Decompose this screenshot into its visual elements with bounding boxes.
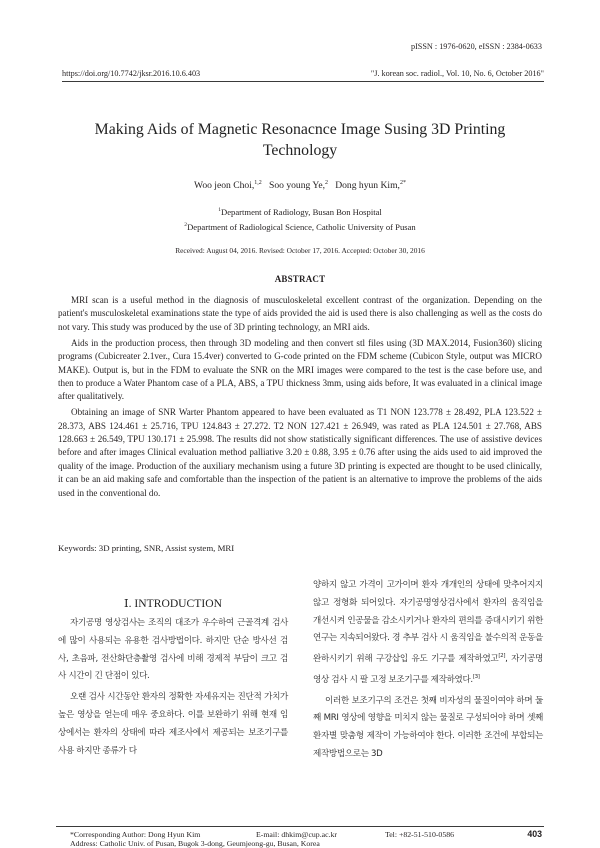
intro-right-column (313, 577, 543, 767)
doi-link[interactable]: https://doi.org/10.7742/jksr.2016.10.6.403 (62, 69, 201, 78)
intro-paragraph (313, 577, 543, 690)
author-affiliation-mark: 1,2 (254, 180, 262, 186)
author-affiliation-mark: 2* (399, 180, 406, 186)
corresponding-email[interactable]: E-mail: dhkim@cup.ac.kr (256, 830, 338, 839)
footer-rule (56, 826, 544, 827)
author-name: Woo jeon Choi, (194, 180, 255, 192)
abstract-paragraph: Aids in the production process, then through 3D modeling and then convert stl files using (3D MAX.2014, Fusion360) slicing programs (Cubicreater 2.1ver., Cura 15.4ver) converted to G-code printed on the FDM scheme (Cubicon Style, output was MICRO MAKE). Output is, but in the FDM to evaluate the SNR on the MRI images were compared to the test is the case before use, and then to produce a Water Phantom case of a PLA, ABS, a TPU thickness 3mm, using aids before, It was evaluated in a clinical image after qualitatively. (58, 337, 542, 402)
section-heading-introduction: Ⅰ. INTRODUCTION (124, 597, 222, 610)
paper-title (70, 119, 530, 161)
intro-text: 양하지 않고 가격이 고가이며 환자 개개인의 상태에 맞추어지지 않고 정형화 되어있다. 자기공명영상검사에서 환자의 움직임을 개선시켜 인공물을 감소시키거나 환자의 편의를 증대시키기 위한 연구는 지속되어왔다. 경 추부 검사 시 움직임을 불수의적 운동을 완하시키기 위해 구강삽입 유도 기구를 제작하였고 (313, 580, 543, 665)
citation-ref[interactable]: [3] (472, 673, 480, 680)
citation-ref[interactable]: [2] (498, 653, 506, 660)
author-name: Soo young Ye, (269, 180, 325, 192)
page-number: 403 (527, 829, 542, 839)
abstract-body (58, 294, 542, 503)
corresponding-tel: Tel: +82-51-510-0586 (385, 830, 455, 839)
author-name: Dong hyun Kim, (335, 180, 400, 192)
abstract-paragraph: Obtaining an image of SNR Warter Phantom appeared to have been evaluated as T1 NON 123.778 ± 28.492, PLA 123.522 ± 28.373, ABS 124.461 ± 25.716, TPU 124.843 ± 27.272. T2 NON 127.421 ± 26.949, was rated as PLA 124.501 ± 27.768, ABS 128.663 ± 26.549, TPU 130.171 ± 25.998. The results did not show statistically significant differences. The use of assistive devices before and after images Clinical evaluation method palliative 3.20 ± 0.88, 3.95 ± 0.76 after using the aids used to aid improved the quality of the image. Production of the auxiliary mechanism using a future 3D printing is expected are thought to be used clinically, it can be an aid making safe and comfortable than the inspection of the patient is an alternative to improve the problems of the aids used in the conventional do. (58, 407, 542, 498)
title-line-2: Technology (262, 142, 338, 159)
intro-paragraph: 오랜 검사 시간동안 환자의 정확한 자세유지는 진단적 가치가 높은 영상을 얻는데 매우 중요하다. 이를 보완하기 위해 현재 임상에서는 환자의 상태에 따라 제조사에서 제공되는 보조기구를 사용 하지만 종류가 다 (58, 692, 288, 756)
received-dates: Received: August 04, 2016. Revised: October 17, 2016. Accepted: October 30, 2016 (175, 246, 425, 255)
affiliation-2 (60, 222, 540, 232)
affiliation-text: Department of Radiological Science, Catholic University of Pusan (187, 222, 416, 232)
issn-line: pISSN : 1976-0620, eISSN : 2384-0633 (410, 42, 542, 51)
keywords: Keywords: 3D printing, SNR, Assist system, MRI (58, 543, 235, 553)
intro-text: , 자기공명영상 검사 시 팔 고정 보조기구를 제작하였다. (313, 654, 543, 685)
abstract-paragraph: MRI scan is a useful method in the diagnosis of musculoskeletal excellent contrast of the organization. Depending on the patient's musculoskeletal examinations state the type of aids provided the aid is used there is also challenging as well as the costs do not vary. This study was produced by the use of 3D printing technology, an MRI aids. (58, 295, 542, 332)
author-affiliation-mark: 2 (324, 180, 328, 186)
author-list (60, 180, 540, 191)
corresponding-address: Address: Catholic Univ. of Pusan, Bugok 3-dong, Geumjeong-gu, Busan, Korea (70, 839, 320, 848)
header-rule (62, 81, 544, 82)
intro-paragraph: 이러한 보조기구의 조건은 첫째 비자성의 물질이여야 하며 둘째 MRI 영상에 영향을 미치지 않는 물질로 구성되어야 하며 셋째 환자별 맞춤형 제작이 가능하여야 한다. 이러한 조건에 부합되는 제작방법으로는 3D (313, 695, 543, 759)
corresponding-author: *Corresponding Author: Dong Hyun Kim (70, 830, 201, 839)
affiliation-mark: 1 (218, 207, 221, 214)
affiliation-1 (60, 207, 540, 217)
intro-paragraph: 자기공명 영상검사는 조직의 대조가 우수하여 근골격계 검사에 많이 사용되는 유용한 검사방법이다. 하지만 단순 방사선 검사, 초음파, 전산화단층촬영 검사에 비해 경제적 부담이 크고 검사 시간이 긴 단점이 있다. (58, 618, 288, 682)
affiliation-mark: 2 (184, 222, 188, 229)
intro-left-column (58, 615, 288, 763)
affiliation-text: Department of Radiology, Busan Bon Hospital (221, 207, 382, 217)
journal-citation: "J. korean soc. radiol., Vol. 10, No. 6, October 2016" (370, 69, 544, 78)
title-line-1: Making Aids of Magnetic Resonacnce Image Susing 3D Printing (94, 121, 506, 138)
abstract-heading: ABSTRACT (274, 274, 326, 284)
